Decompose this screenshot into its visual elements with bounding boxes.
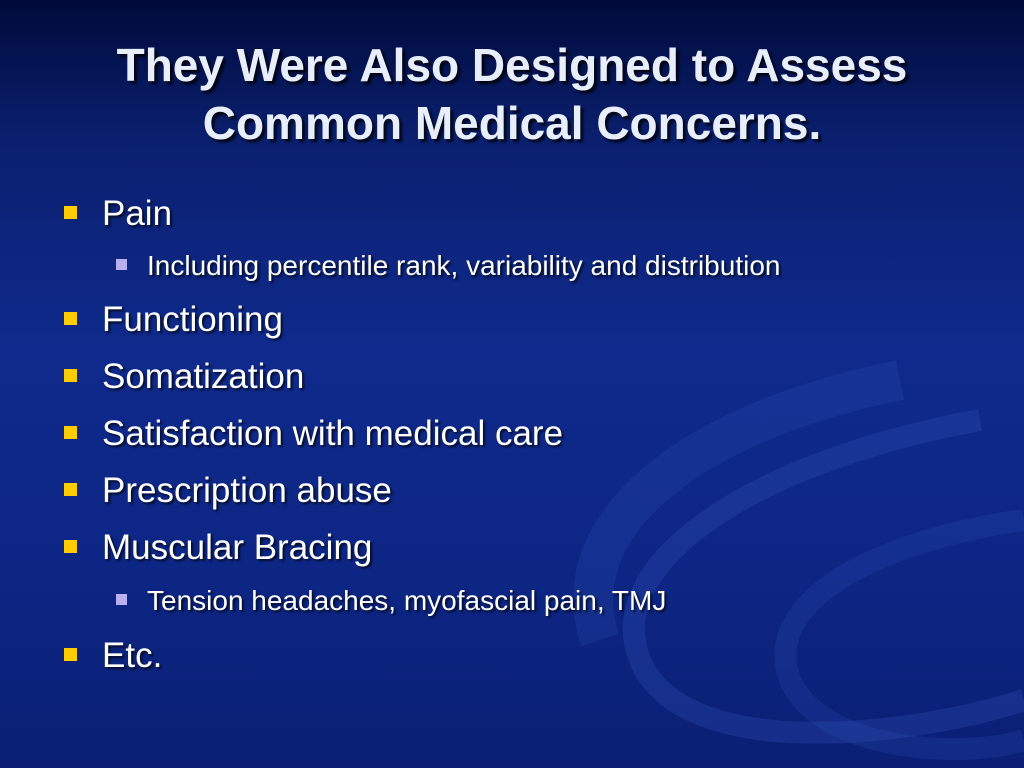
- square-bullet-icon: [64, 206, 77, 219]
- bullet-text: Functioning: [102, 300, 283, 339]
- square-bullet-icon: [64, 648, 77, 661]
- sub-bullet-item-percentile: [116, 248, 780, 284]
- bullet-text: Muscular Bracing: [102, 528, 373, 567]
- square-sub-bullet-icon: [116, 594, 127, 605]
- bullet-item-satisfaction: [64, 412, 563, 456]
- bullet-item-pain: [64, 192, 172, 236]
- square-sub-bullet-icon: [116, 259, 127, 270]
- bullet-item-etc: [64, 634, 162, 678]
- bullet-item-somatization: [64, 355, 304, 399]
- slide-title-line-1: They Were Also Designed to Assess: [116, 39, 908, 91]
- bullet-text: Satisfaction with medical care: [102, 414, 564, 453]
- bullet-text: Including percentile rank, variability and distribution: [147, 250, 781, 281]
- square-bullet-icon: [64, 483, 77, 496]
- bullet-item-muscular-bracing: [64, 526, 372, 570]
- square-bullet-icon: [64, 369, 77, 382]
- bullet-text: Somatization: [102, 357, 305, 396]
- bullet-text: Prescription abuse: [102, 471, 392, 510]
- bullet-item-functioning: [64, 298, 283, 342]
- bullet-text: Etc.: [102, 636, 163, 675]
- sub-bullet-item-tension: [116, 583, 666, 619]
- square-bullet-icon: [64, 540, 77, 553]
- slide-title-line-2: Common Medical Concerns.: [202, 97, 822, 149]
- slide-title: [40, 36, 984, 152]
- bullet-text: Pain: [102, 194, 173, 233]
- bullet-item-prescription-abuse: [64, 469, 392, 513]
- bullet-text: Tension headaches, myofascial pain, TMJ: [147, 585, 667, 616]
- square-bullet-icon: [64, 312, 77, 325]
- square-bullet-icon: [64, 426, 77, 439]
